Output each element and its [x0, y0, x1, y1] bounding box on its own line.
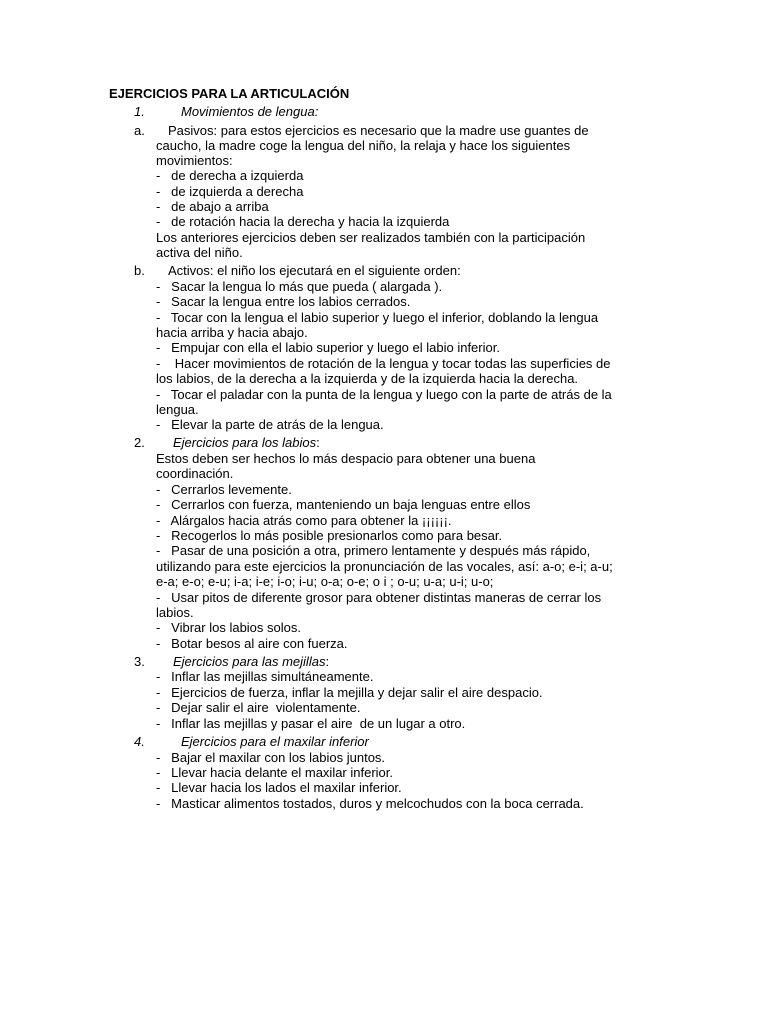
- list-item: - Alárgalos hacia atrás como para obtener la ¡¡¡¡¡¡.: [156, 513, 452, 528]
- paragraph-line: activa del niño.: [156, 245, 243, 260]
- list-item: - Llevar hacia los lados el maxilar inferior.: [156, 780, 402, 795]
- section-heading: Ejercicios para las mejillas: [173, 654, 326, 669]
- paragraph-line: movimientos:: [156, 153, 233, 168]
- list-item: - Vibrar los labios solos.: [156, 620, 301, 635]
- section-number: 2.: [134, 435, 145, 450]
- list-item: - Llevar hacia delante el maxilar inferior.: [156, 765, 394, 780]
- paragraph-line: e-a; e-o; e-u; i-a; i-e; i-o; i-u; o-a; o-e; o i ; o-u; u-a; u-i; u-o;: [156, 574, 494, 589]
- paragraph-line: los labios, de la derecha a la izquierda y de la izquierda hacia la derecha.: [156, 371, 579, 386]
- paragraph-line: caucho, la madre coge la lengua del niño, la relaja y hace los siguientes: [156, 138, 571, 153]
- list-item: - Hacer movimientos de rotación de la lengua y tocar todas las superficies de: [156, 356, 611, 371]
- list-item: - de rotación hacia la derecha y hacia la izquierda: [156, 214, 450, 229]
- list-item: - Elevar la parte de atrás de la lengua.: [156, 417, 384, 432]
- list-item: - de abajo a arriba: [156, 199, 269, 214]
- paragraph-line: labios.: [156, 605, 194, 620]
- subsection-letter: a.: [134, 123, 145, 138]
- list-item: - Sacar la lengua lo más que pueda ( alargada ).: [156, 279, 443, 294]
- list-item: - Botar besos al aire con fuerza.: [156, 636, 348, 651]
- section-heading: Ejercicios para los labios: [173, 435, 317, 450]
- list-item: - Tocar el paladar con la punta de la lengua y luego con la parte de atrás de la: [156, 387, 612, 402]
- section-number: 4.: [134, 734, 145, 749]
- paragraph-line: coordinación.: [156, 466, 234, 481]
- list-item: - de derecha a izquierda: [156, 168, 304, 183]
- section-number: 1.: [134, 104, 145, 119]
- list-item: - Cerrarlos levemente.: [156, 482, 292, 497]
- list-item: - Inflar las mejillas simultáneamente.: [156, 669, 374, 684]
- section-heading: Movimientos de lengua:: [181, 104, 319, 119]
- list-item: - Sacar la lengua entre los labios cerrados.: [156, 294, 411, 309]
- paragraph-line: Los anteriores ejercicios deben ser realizados también con la participación: [156, 230, 586, 245]
- paragraph-line: utilizando para este ejercicios la pronunciación de las vocales, así: a-o; e-i; a-u;: [156, 559, 613, 574]
- subsection-letter: b.: [134, 263, 145, 278]
- paragraph-line: Pasivos: para estos ejercicios es necesario que la madre use guantes de: [168, 123, 589, 138]
- list-item: - de izquierda a derecha: [156, 184, 304, 199]
- list-item: - Usar pitos de diferente grosor para obtener distintas maneras de cerrar los: [156, 590, 602, 605]
- paragraph-line: lengua.: [156, 402, 199, 417]
- list-item: - Tocar con la lengua el labio superior y luego el inferior, doblando la lengua: [156, 310, 599, 325]
- section-heading: Ejercicios para el maxilar inferior: [181, 734, 369, 749]
- list-item: - Empujar con ella el labio superior y luego el labio inferior.: [156, 340, 500, 355]
- paragraph-line: Estos deben ser hechos lo más despacio para obtener una buena: [156, 451, 536, 466]
- paragraph-line: Activos: el niño los ejecutará en el siguiente orden:: [168, 263, 461, 278]
- list-item: - Dejar salir el aire violentamente.: [156, 700, 361, 715]
- list-item: - Masticar alimentos tostados, duros y melcochudos con la boca cerrada.: [156, 796, 584, 811]
- section-heading-row: [173, 654, 329, 669]
- list-item: - Ejercicios de fuerza, inflar la mejilla y dejar salir el aire despacio.: [156, 685, 543, 700]
- list-item: - Bajar el maxilar con los labios juntos.: [156, 750, 386, 765]
- list-item: - Cerrarlos con fuerza, manteniendo un baja lenguas entre ellos: [156, 497, 531, 512]
- section-heading-row: [173, 435, 320, 450]
- list-item: - Inflar las mejillas y pasar el aire de un lugar a otro.: [156, 716, 466, 731]
- list-item: - Recogerlos lo más posible presionarlos como para besar.: [156, 528, 503, 543]
- document-title: EJERCICIOS PARA LA ARTICULACIÓN: [109, 86, 350, 101]
- section-number: 3.: [134, 654, 145, 669]
- section-heading-colon: :: [316, 435, 320, 450]
- section-heading-colon: :: [325, 654, 330, 669]
- list-item: - Pasar de una posición a otra, primero lentamente y después más rápido,: [156, 543, 591, 558]
- paragraph-line: hacia arriba y hacia abajo.: [156, 325, 308, 340]
